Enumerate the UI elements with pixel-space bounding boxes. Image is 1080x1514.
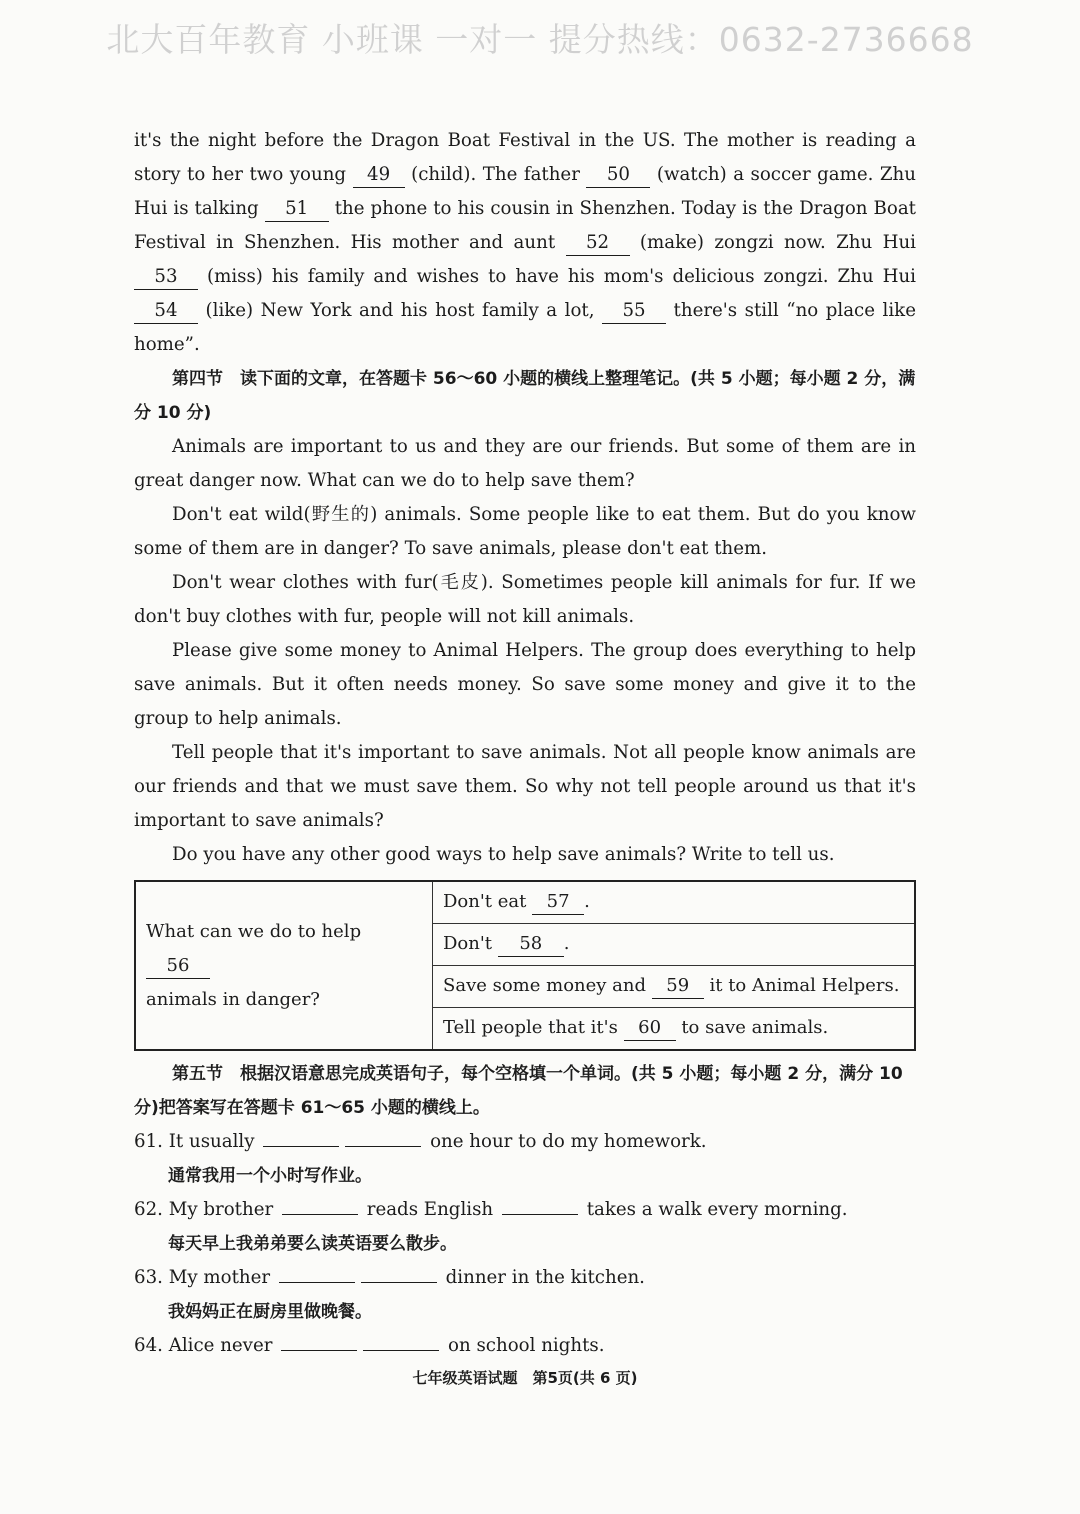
notes-row-1: Don't eat 57 . [433,881,916,924]
question-64: 64. Alice never on school nights. [134,1329,916,1363]
notes-row-3: Save some money and 59 it to Animal Helpers. [433,966,916,1008]
answer-blank [263,1128,339,1147]
blank-54: 54 [134,299,198,324]
question-62-chinese: 每天早上我弟弟要么读英语要么散步。 [168,1234,457,1254]
question-62: 62. My brother reads English takes a walk every morning. [134,1193,916,1227]
answer-blank [281,1332,357,1351]
blank-49: 49 [353,163,405,188]
answer-blank [363,1332,439,1351]
answer-blank [279,1264,355,1283]
blank-50: 50 [586,163,650,188]
question-61: 61. It usually one hour to do my homework. [134,1125,916,1159]
exam-page [134,124,916,1388]
blank-56: 56 [146,954,210,979]
question-61-chinese: 通常我用一个小时写作业。 [168,1166,372,1186]
question-63: 63. My mother dinner in the kitchen. [134,1261,916,1295]
blank-58: 58 [498,932,564,957]
section3-passage: it's the night before the Dragon Boat Festival in the US. The mother is reading a story to her two young 49 (child). The father 50 (watch) a soccer game. Zhu Hui is talking 51 the phone to his cousin in Shenzhen. Today is the Dragon Boat Festival in Shenzhen. His mother and aunt 52 (make) zongzi now. Zhu Hui 53 (miss) his family and wishes to have his mom's delicious zongzi. Zhu Hui 54 (like) New York and his host family a lot, 55 there's still “no place like home”. [134,130,916,355]
paragraph: Tell people that it's important to save animals. Not all people know animals are our friends and that we must save them. So why not tell people around us that it's important to save animals? [134,742,916,831]
answer-blank [502,1196,578,1215]
answer-blank [345,1128,421,1147]
section5-heading: 第五节 根据汉语意思完成英语句子，每个空格填一个单词。(共 5 小题；每小题 2 分，满分 10 分)把答案写在答题卡 61～65 小题的横线上。 [134,1064,903,1118]
notes-table-question: What can we do to help 56 animals in danger? [135,881,433,1050]
blank-55: 55 [602,299,666,324]
notes-row-2: Don't 58 . [433,924,916,966]
answer-blank [361,1264,437,1283]
blank-57: 57 [532,890,584,915]
paragraph: Animals are important to us and they are our friends. But some of them are in great danger now. What can we do to help save them? [134,436,916,491]
paragraph: Don't eat wild(野生的) animals. Some people like to eat them. But do you know some of them are in danger? To save animals, please don't eat them. [134,504,916,559]
answer-blank [282,1196,358,1215]
blank-51: 51 [265,197,329,222]
blank-60: 60 [624,1016,676,1041]
blank-59: 59 [652,974,704,999]
page-footer: 七年级英语试题 第5页(共 6 页) [412,1369,638,1387]
notes-table [134,880,916,1051]
notes-row-4: Tell people that it's 60 to save animals. [433,1008,916,1051]
question-63-chinese: 我妈妈正在厨房里做晚餐。 [168,1302,372,1322]
blank-53: 53 [134,265,198,290]
paragraph: Do you have any other good ways to help save animals? Write to tell us. [172,844,835,865]
paragraph: Don't wear clothes with fur(毛皮). Sometimes people kill animals for fur. If we don't buy clothes with fur, people will not kill animals. [134,572,916,627]
paragraph: Please give some money to Animal Helpers. The group does everything to help save animals. But it often needs money. So save some money and give it to the group to help animals. [134,640,916,729]
section4-heading: 第四节 读下面的文章，在答题卡 56～60 小题的横线上整理笔记。(共 5 小题；每小题 2 分，满分 10 分) [134,369,916,423]
watermark: 北大百年教育 小班课 一对一 提分热线：0632-2736668 [106,20,974,59]
blank-52: 52 [566,231,630,256]
